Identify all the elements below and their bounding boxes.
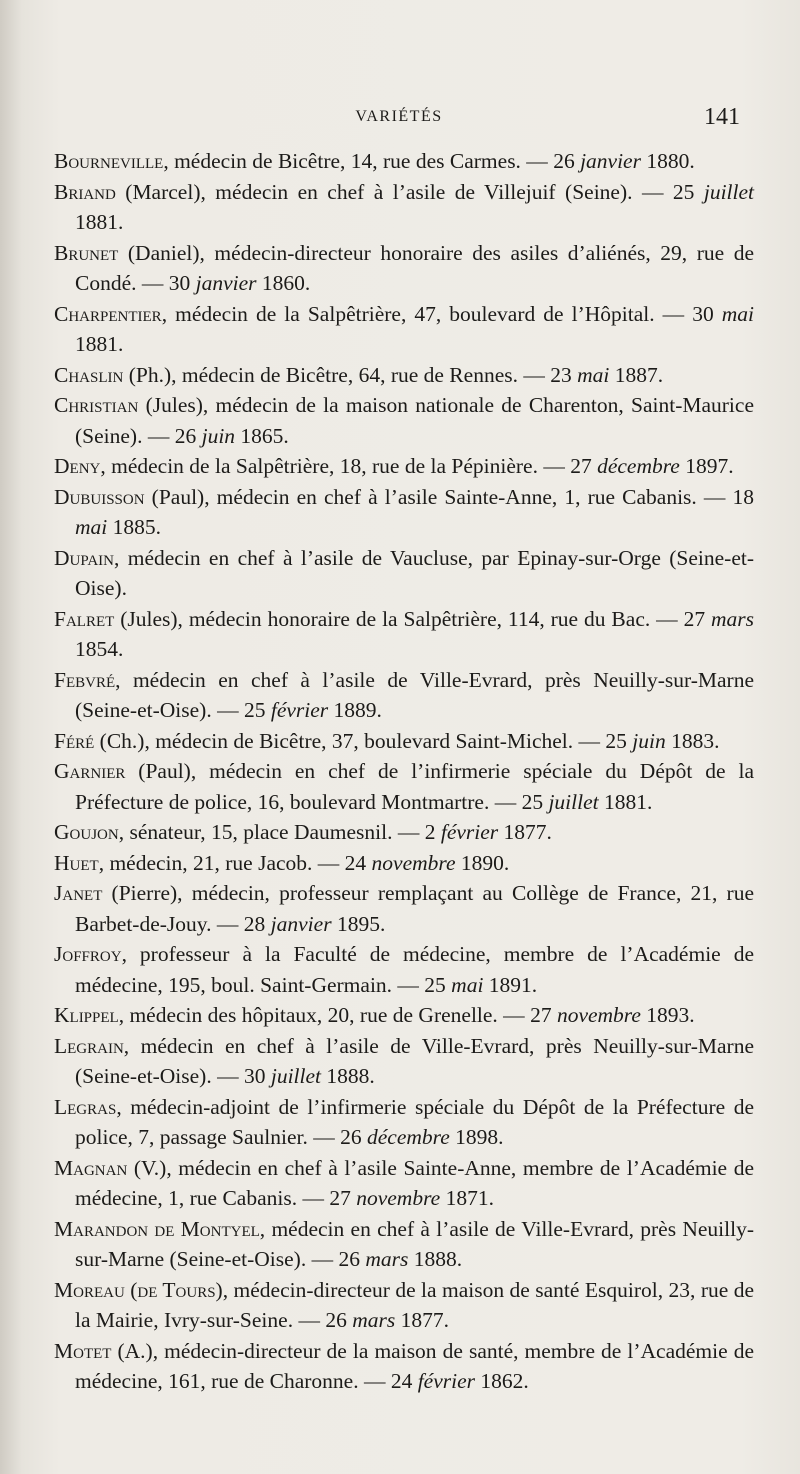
entry-text: , médecin en chef à l’asile de Ville-Evrard, près Neuilly-sur-Marne (Seine-et-Oise). —: [75, 1216, 754, 1271]
entry-year: 1893.: [640, 1003, 695, 1027]
list-entry: [54, 1092, 754, 1153]
entry-month: mai: [451, 972, 484, 997]
list-entry: [54, 817, 754, 848]
entry-month: janvier: [580, 149, 641, 173]
entry-name: Marandon de Montyel: [54, 1216, 260, 1241]
entry-day: 27: [530, 1003, 552, 1027]
entry-month: mai: [75, 515, 108, 539]
list-entry: [54, 238, 754, 299]
entry-year: 1885.: [107, 515, 161, 539]
list-entry: [54, 1000, 754, 1031]
running-head: VARIÉTÉS: [355, 108, 443, 125]
entry-name: Briand: [54, 179, 116, 204]
entry-name: Dupain: [54, 545, 114, 570]
entry-text: , médecin de la Salpêtrière, 47, boulevard de l’Hôpital. —: [161, 301, 693, 326]
list-entry: [54, 299, 754, 360]
entry-year: 1888.: [321, 1064, 375, 1088]
list-entry: [54, 1336, 754, 1397]
list-entry: [54, 390, 754, 451]
member-list: [54, 146, 754, 1397]
entry-month: novembre: [356, 1186, 441, 1210]
entry-name: Goujon: [54, 820, 119, 844]
entry-year: 1888.: [408, 1247, 463, 1271]
entry-day: 25: [605, 728, 627, 753]
entry-name: Magnan: [54, 1155, 128, 1180]
entry-year: 1890.: [455, 850, 510, 875]
entry-name: Huet: [54, 850, 99, 875]
entry-year: 1854.: [75, 637, 124, 661]
entry-day: 24: [344, 850, 367, 875]
list-entry: [54, 665, 754, 726]
entry-name: Joffroy: [54, 942, 122, 966]
entry-text: (Ch.), médecin de Bicêtre, 37, boulevard Saint-Michel. —: [94, 728, 606, 753]
entry-month: mai: [721, 301, 755, 326]
entry-day: 25: [243, 698, 266, 722]
entry-day: 26: [338, 1247, 360, 1271]
entry-name: Garnier: [54, 759, 126, 783]
entry-year: 1865.: [235, 423, 289, 448]
entry-name: Brunet: [54, 240, 119, 265]
entry-day: 26: [340, 1125, 362, 1149]
list-entry: [54, 939, 754, 1000]
entry-day: 27: [329, 1186, 351, 1210]
entry-year: 1881.: [75, 210, 124, 234]
entry-text: , médecin-directeur de la maison de santé Esquirol, 23, rue de la Mairie, Ivry-sur-Seine. —: [75, 1277, 754, 1332]
list-entry: [54, 878, 754, 939]
entry-month: novembre: [556, 1003, 641, 1027]
entry-text: , médecin de la Salpêtrière, 18, rue de la Pépinière. —: [100, 454, 571, 478]
entry-month: janvier: [270, 911, 332, 936]
entry-month: février: [417, 1369, 476, 1393]
entry-text: (Marcel), médecin en chef à l’asile de Villejuif (Seine). —: [115, 179, 673, 204]
entry-month: juillet: [548, 789, 599, 814]
list-entry: [54, 848, 754, 879]
entry-day: 30: [692, 301, 714, 326]
entry-text: (Paul), médecin en chef à l’asile Sainte-Anne, 1, rue Cabanis. —: [144, 484, 733, 509]
entry-text: (Jules), médecin de la maison nationale de Charenton, Saint-Maurice (Seine). —: [75, 393, 754, 448]
entry-day: 25: [424, 972, 446, 997]
list-entry: [54, 1031, 754, 1092]
list-entry: [54, 177, 754, 238]
list-entry: [54, 726, 754, 757]
entry-month: février: [270, 698, 329, 722]
entry-month: mai: [577, 362, 610, 387]
entry-year: 1895.: [331, 911, 386, 936]
entry-year: 1897.: [679, 454, 734, 478]
list-entry: [54, 146, 754, 177]
entry-year: 1881.: [598, 789, 653, 814]
entry-month: juillet: [703, 179, 755, 204]
entry-text: , médecin, 21, rue Jacob. —: [98, 850, 345, 875]
entry-text: (Jules), médecin honoraire de la Salpêtrière, 114, rue du Bac. —: [114, 606, 684, 631]
entry-day: 26: [174, 423, 197, 448]
entry-year: 1877.: [498, 820, 552, 844]
page-number: 141: [704, 104, 740, 130]
entry-name: Janet: [54, 881, 103, 905]
entry-text: , médecin en chef à l’asile de Ville-Evrard, près Neuilly-sur-Marne (Seine-et-Oise). —: [75, 1033, 754, 1088]
entry-day: 27: [570, 454, 592, 478]
entry-name: Febvré: [54, 667, 116, 692]
entry-month: juillet: [270, 1064, 322, 1088]
entry-month: juin: [632, 728, 666, 753]
entry-name: Klippel: [54, 1003, 119, 1027]
list-entry: [54, 1275, 754, 1336]
entry-day: 18: [732, 484, 754, 509]
entry-month: décembre: [366, 1125, 450, 1149]
list-entry: [54, 1153, 754, 1214]
entry-month: juin: [201, 423, 236, 448]
entry-month: décembre: [597, 454, 680, 478]
entry-name: Motet: [54, 1338, 112, 1363]
entry-text: (Ph.), médecin de Bicêtre, 64, rue de Rennes. —: [123, 362, 551, 387]
entry-day: 23: [550, 362, 572, 387]
entry-year: 1889.: [328, 698, 382, 722]
entry-day: 2: [424, 820, 436, 844]
entry-year: 1887.: [609, 362, 664, 387]
entry-month: mars: [711, 606, 755, 631]
entry-text: , médecin de Bicêtre, 14, rue des Carmes. —: [163, 149, 554, 173]
page-header: [58, 104, 740, 140]
entry-month: mars: [365, 1247, 409, 1271]
entry-year: 1881.: [75, 332, 124, 356]
list-entry: [54, 451, 754, 482]
entry-day: 30: [243, 1064, 266, 1088]
entry-text: (Paul), médecin en chef de l’infirmerie spéciale du Dépôt de la Préfecture de police, 16, boulevard Montmartre. —: [75, 759, 754, 814]
entry-day: 30: [168, 271, 191, 295]
entry-month: janvier: [195, 271, 257, 295]
entry-name: Legrain: [54, 1033, 124, 1058]
entry-day: 28: [243, 911, 266, 936]
entry-text: , professeur à la Faculté de médecine, membre de l’Académie de médecine, 195, boul. Saint-Germain. —: [75, 942, 754, 997]
entry-day: 26: [553, 149, 575, 173]
entry-year: 1898.: [449, 1125, 504, 1149]
list-entry: [54, 482, 754, 543]
list-entry: [54, 1214, 754, 1275]
entry-text: (A.), médecin-directeur de la maison de santé, membre de l’Académie de médecine, 161, rue de Charonne. —: [75, 1338, 754, 1393]
entry-year: 1862.: [475, 1369, 529, 1393]
list-entry: [54, 360, 754, 391]
entry-name: Deny: [54, 454, 101, 478]
entry-name: Moreau (de Tours): [54, 1277, 223, 1302]
entry-year: 1860.: [256, 271, 311, 295]
entry-name: Legras: [54, 1094, 117, 1119]
entry-month: février: [440, 820, 499, 844]
entry-year: 1871.: [440, 1186, 494, 1210]
entry-text: (Daniel), médecin-directeur honoraire des asiles d’aliénés, 29, rue de Condé. —: [75, 240, 754, 295]
entry-name: Féré: [54, 728, 95, 753]
entry-text: , médecin en chef à l’asile de Ville-Evrard, près Neuilly-sur-Marne (Seine-et-Oise). —: [75, 667, 754, 722]
entry-day: 25: [521, 789, 544, 814]
entry-name: Charpentier: [54, 301, 162, 326]
entry-year: 1877.: [395, 1308, 449, 1332]
entry-name: Falret: [54, 606, 115, 631]
entry-name: Chaslin: [54, 362, 124, 387]
list-entry: [54, 756, 754, 817]
list-entry: [54, 543, 754, 604]
entry-text: , médecin-adjoint de l’infirmerie spéciale du Dépôt de la Préfecture de police, 7, passage Saulnier. —: [75, 1094, 754, 1149]
entry-text: (Pierre), médecin, professeur remplaçant au Collège de France, 21, rue Barbet-de-Jouy. —: [75, 881, 754, 936]
entry-year: 1883.: [665, 728, 720, 753]
entry-month: novembre: [371, 850, 456, 875]
entry-day: 24: [390, 1369, 413, 1393]
entry-text: , sénateur, 15, place Daumesnil. —: [118, 820, 425, 844]
entry-year: 1880.: [640, 149, 695, 173]
entry-day: 26: [325, 1308, 347, 1332]
entry-day: 27: [683, 606, 706, 631]
entry-month: mars: [352, 1308, 396, 1332]
entry-text: , médecin des hôpitaux, 20, rue de Grenelle. —: [118, 1003, 531, 1027]
entry-day: 25: [672, 179, 695, 204]
list-entry: [54, 604, 754, 665]
entry-name: Christian: [54, 393, 139, 417]
entry-name: Bourneville: [54, 149, 164, 173]
entry-text: (V.), médecin en chef à l’asile Sainte-Anne, membre de l’Académie de médecine, 1, rue Cabanis. —: [75, 1155, 754, 1210]
entry-text: , médecin en chef à l’asile de Vaucluse, par Epinay-sur-Orge (Seine-et-Oise).: [75, 545, 754, 600]
entry-year: 1891.: [483, 972, 538, 997]
entry-name: Dubuisson: [54, 484, 145, 509]
